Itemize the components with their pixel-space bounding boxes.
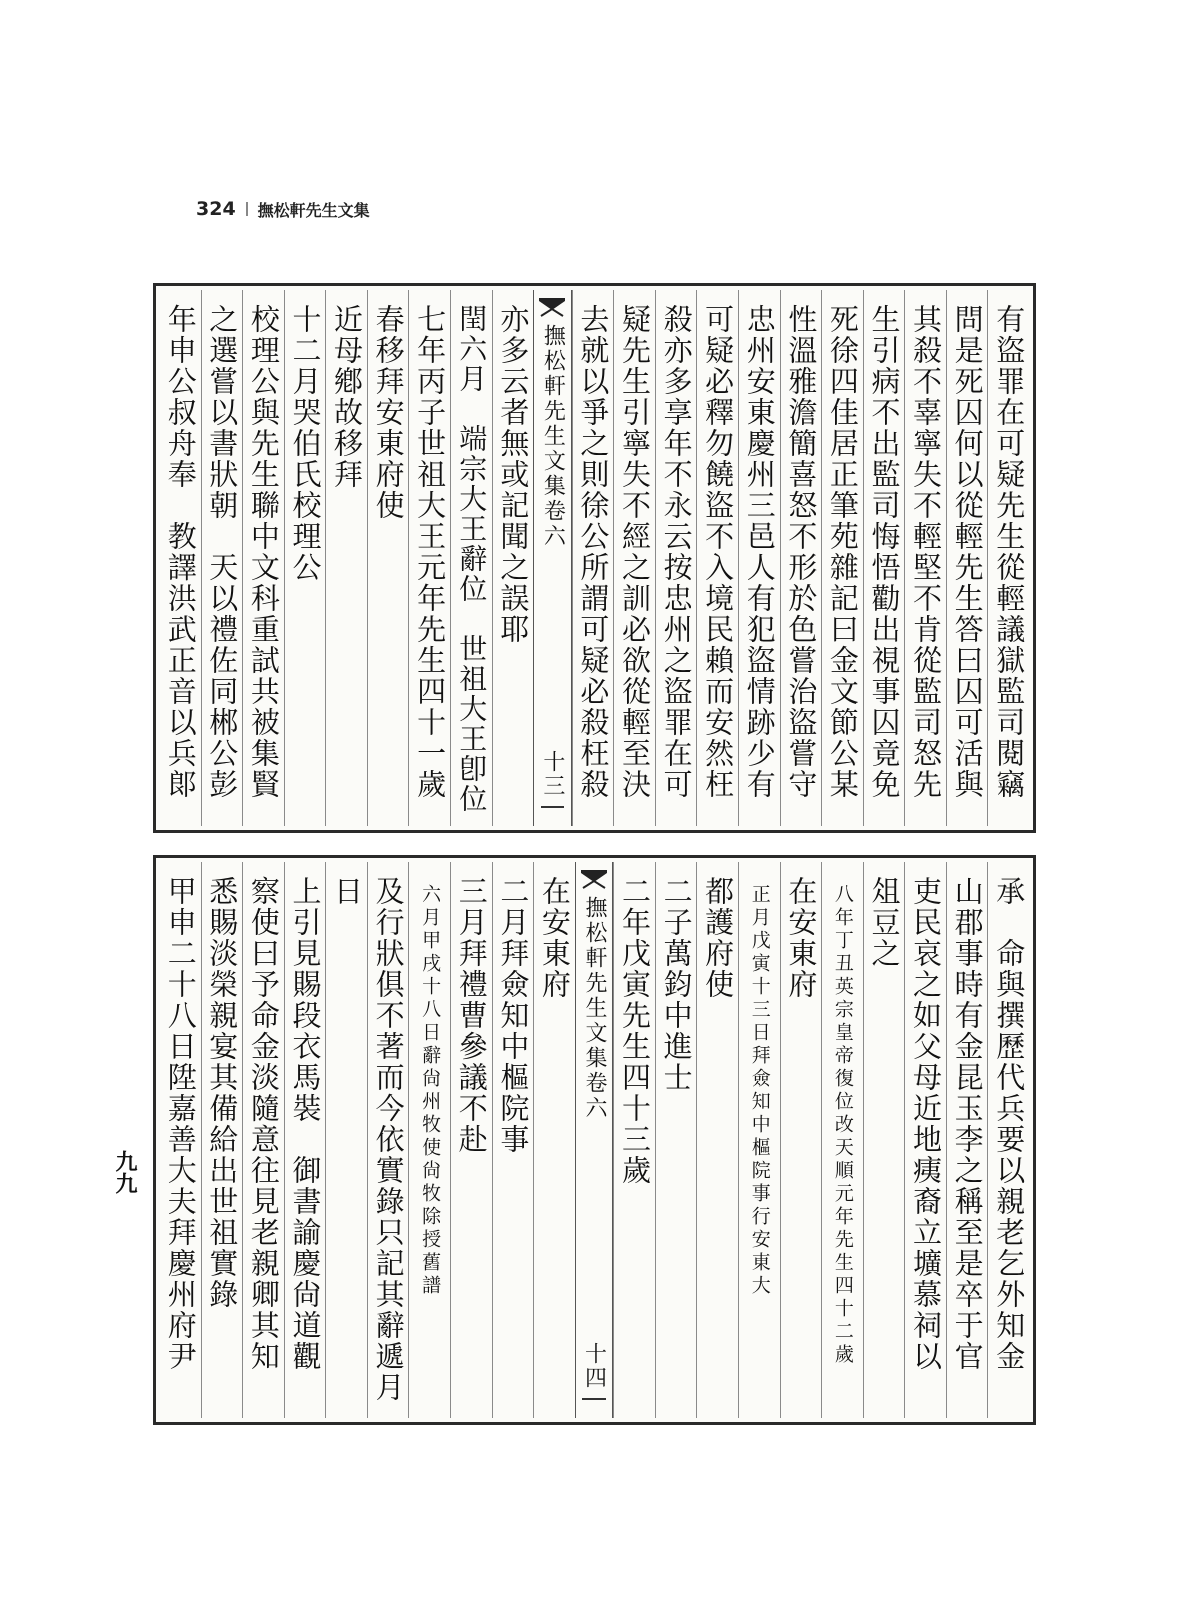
column-text: 春移拜安東府使 xyxy=(371,304,406,521)
text-column xyxy=(987,290,1029,826)
leaf-number-underline xyxy=(541,806,564,808)
text-column xyxy=(284,290,326,826)
column-text: 三月拜禮曹參議不赴 xyxy=(454,876,489,1155)
volume-title: 撫松軒先生文集卷六 xyxy=(540,324,566,549)
column-text: 生引病不出監司悔悟勸出視事囚竟免 xyxy=(867,304,902,800)
text-column xyxy=(863,290,905,826)
text-column xyxy=(242,862,284,1418)
leaf-number: 十三 xyxy=(539,750,565,798)
text-column xyxy=(492,290,534,826)
column-text: 殺亦多享年不永云按忠州之盜罪在可 xyxy=(659,304,694,800)
column-text: 七年丙子世祖大王元年先生四十一歲 xyxy=(413,304,448,800)
column-text: 悉賜淡榮親宴其備給出世祖實錄 xyxy=(205,876,240,1310)
column-text: 其殺不辜寧失不輕堅不肯從監司怒先 xyxy=(909,304,944,800)
column-text: 十二月哭伯氏校理公 xyxy=(288,304,323,583)
text-column xyxy=(325,862,367,1418)
text-column xyxy=(450,862,492,1418)
volume-title: 撫松軒先生文集卷六 xyxy=(581,896,607,1121)
text-column xyxy=(242,290,284,826)
column-text: 可疑必釋勿饒盜不入境民賴而安然枉 xyxy=(701,304,736,800)
column-text: 死徐四佳居正筆苑雜記曰金文節公某 xyxy=(825,304,860,800)
text-column xyxy=(613,862,655,1418)
text-column xyxy=(863,862,905,1418)
column-text: 上引見賜段衣馬裝 御書諭慶尙道觀 xyxy=(288,876,323,1372)
fish-tail-mark-icon xyxy=(538,298,566,320)
column-text: 在安東府 xyxy=(784,876,819,1000)
text-column xyxy=(367,862,409,1418)
running-header xyxy=(196,196,370,222)
text-columns-bottom xyxy=(160,862,1029,1418)
text-column xyxy=(904,862,946,1418)
book-title: 撫松軒先生文集 xyxy=(257,200,370,220)
column-text: 校理公與先生聯中文科重試共被集賢 xyxy=(246,304,281,800)
column-text: 亦多云者無或記聞之誤耶 xyxy=(496,304,531,645)
column-text: 有盜罪在可疑先生從輕議獄監司閱竊 xyxy=(992,304,1027,800)
text-column xyxy=(408,290,450,826)
column-text: 問是死囚何以從輕先生答曰囚可活與 xyxy=(950,304,985,800)
center-fold-column xyxy=(575,862,614,1418)
text-column xyxy=(325,290,367,826)
text-column xyxy=(284,862,326,1418)
column-text: 年申公叔舟奉 教譯洪武正音以兵郞 xyxy=(163,304,198,800)
text-column xyxy=(946,290,988,826)
column-text: 察使曰予命金淡隨意往見老親卿其知 xyxy=(246,876,281,1372)
text-column xyxy=(946,862,988,1418)
text-column xyxy=(572,290,614,826)
text-column xyxy=(696,290,738,826)
text-column xyxy=(696,862,738,1418)
column-text: 近母鄕故移拜 xyxy=(330,304,365,490)
text-column xyxy=(738,290,780,826)
text-column xyxy=(821,290,863,826)
center-fold-column xyxy=(533,290,572,826)
text-column xyxy=(904,290,946,826)
text-column xyxy=(533,862,575,1418)
text-column xyxy=(613,290,655,826)
column-text: 吏民哀之如父母近地痍裔立壙慕祠以 xyxy=(909,876,944,1372)
column-text: 甲申二十八日陞嘉善大夫拜慶州府尹 xyxy=(163,876,198,1372)
woodblock-sheet-top xyxy=(153,283,1036,833)
text-column xyxy=(655,290,697,826)
side-page-number: 九九 xyxy=(112,1150,138,1194)
page-number: 324 xyxy=(196,198,236,220)
column-text: 在安東府 xyxy=(537,876,572,1000)
text-columns-top xyxy=(160,290,1029,826)
text-column xyxy=(780,862,822,1418)
text-column xyxy=(160,290,201,826)
column-text: 二月拜僉知中樞院事 xyxy=(496,876,531,1155)
text-column xyxy=(738,862,780,1418)
column-text: 山郡事時有金昆玉李之稱至是卒于官 xyxy=(950,876,985,1372)
column-text: 日 xyxy=(330,876,365,907)
column-text: 忠州安東慶州三邑人有犯盜情跡少有 xyxy=(742,304,777,800)
leaf-number: 十四 xyxy=(581,1342,607,1390)
text-column xyxy=(160,862,201,1418)
leaf-number-underline xyxy=(582,1398,605,1400)
text-column xyxy=(780,290,822,826)
column-text: 八年丁丑英宗皇帝復位改天順元年先生四十二歲 xyxy=(831,884,854,1367)
text-column xyxy=(655,862,697,1418)
text-column xyxy=(492,862,534,1418)
column-text: 之選嘗以書狀朝 天以禮佐同郴公彭 xyxy=(205,304,240,800)
column-text: 去就以爭之則徐公所謂可疑必殺枉殺 xyxy=(576,304,611,800)
column-text: 承 命與撰歷代兵要以親老乞外知金 xyxy=(992,876,1027,1372)
text-column xyxy=(201,862,243,1418)
column-text: 及行狀俱不著而今依實錄只記其辭遞月 xyxy=(371,876,406,1403)
text-column xyxy=(821,862,863,1418)
column-text: 性溫雅澹簡喜怒不形於色嘗治盜嘗守 xyxy=(784,304,819,800)
fish-tail-mark-icon xyxy=(580,870,608,892)
column-text: 都護府使 xyxy=(701,876,736,1000)
woodblock-sheet-bottom xyxy=(153,855,1036,1425)
column-text: 二子萬鈞中進士 xyxy=(659,876,694,1093)
text-column xyxy=(987,862,1029,1418)
header-separator xyxy=(246,202,248,216)
text-column xyxy=(408,862,450,1418)
text-column xyxy=(201,290,243,826)
text-column xyxy=(367,290,409,826)
column-text: 疑先生引寧失不經之訓必欲從輕至決 xyxy=(618,304,652,800)
column-text: 閏六月 端宗大王辭位 世祖大王卽位 xyxy=(455,304,489,814)
text-column xyxy=(450,290,492,826)
column-text: 六月甲戌十八日辭尙州牧使尙牧除授舊譜 xyxy=(419,884,442,1298)
column-text: 正月戊寅十三日拜僉知中樞院事行安東大 xyxy=(748,884,771,1298)
column-text: 二年戊寅先生四十三歲 xyxy=(618,876,652,1186)
column-text: 俎豆之 xyxy=(867,876,902,969)
